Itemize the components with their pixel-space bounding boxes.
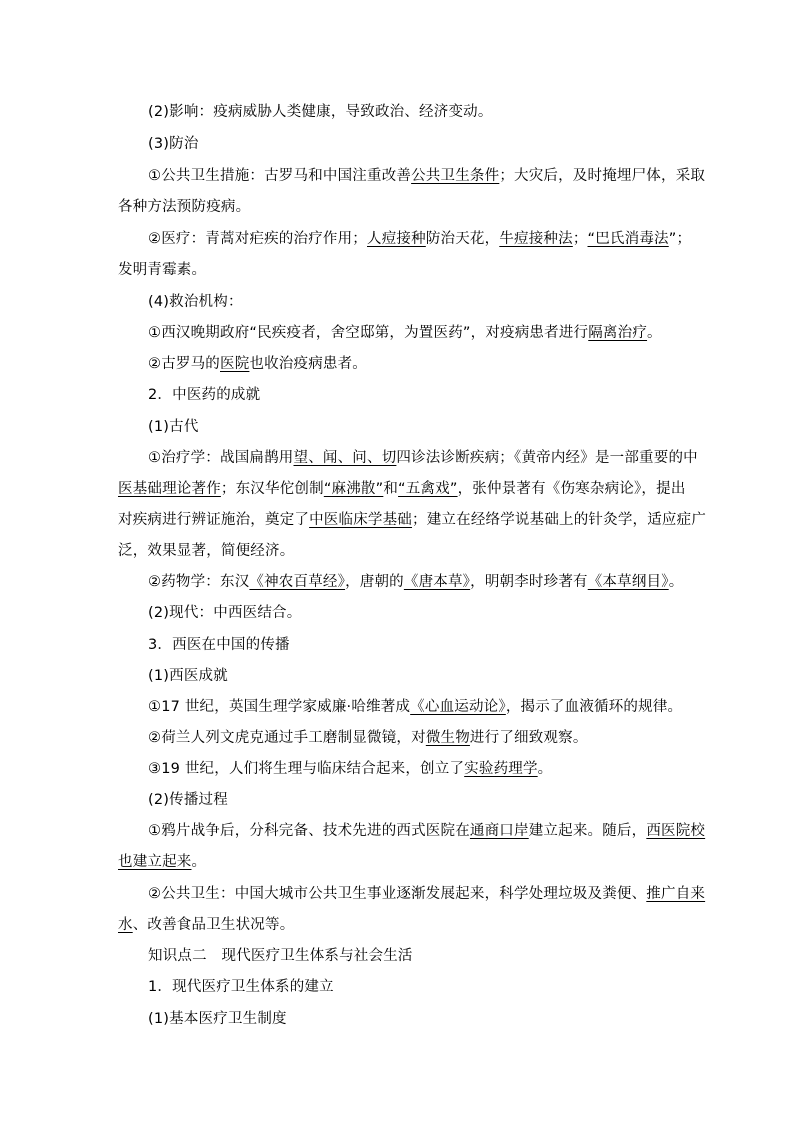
heading-modern-system bbox=[148, 977, 334, 997]
text-segment: 。 bbox=[668, 574, 684, 590]
underlined-answer: 望、闻、问、切 bbox=[293, 450, 397, 466]
text-segment: 进行了细致观察。 bbox=[469, 730, 588, 746]
underlined-answer: 西医院校 bbox=[646, 823, 706, 839]
underlined-answer: 公共卫生条件 bbox=[411, 168, 500, 184]
underlined-answer: 水 bbox=[118, 917, 133, 933]
text-segment: ②古罗马的 bbox=[148, 356, 220, 372]
underlined-answer: 《唐本草》 bbox=[403, 574, 471, 590]
subheading-institutions bbox=[148, 292, 243, 312]
underlined-answer: 《心血运动论》 bbox=[410, 699, 506, 715]
text-segment: ②医疗：青蒿对疟疾的治疗作用； bbox=[148, 231, 367, 247]
text-segment: ；建立在经络学说基础上的针灸学，适应症广 bbox=[412, 512, 707, 528]
text-line-pharmacology bbox=[148, 572, 683, 592]
text-segment: ；东汉华佗创制 bbox=[220, 481, 324, 497]
text-segment: ，张仲景著有《伤寒杂病论》，提出 bbox=[457, 481, 686, 497]
section-heading-knowledge-point-2 bbox=[148, 946, 413, 966]
subheading-spread bbox=[148, 790, 228, 810]
text-segment: (1)古代 bbox=[148, 419, 199, 435]
text-segment: (4)救治机构： bbox=[148, 294, 243, 310]
underlined-answer: 实验药理学 bbox=[464, 761, 538, 777]
underlined-answer: 推广自来 bbox=[646, 886, 706, 902]
text-segment: 防治天花， bbox=[425, 231, 500, 247]
text-segment: ①公共卫生措施：古罗马和中国注重改善 bbox=[148, 168, 412, 184]
text-line-medical bbox=[148, 229, 691, 249]
text-segment: ”； bbox=[668, 231, 692, 247]
text-segment: (3)防治 bbox=[148, 136, 199, 152]
text-segment: (2)影响：疫病威胁人类健康，导致政治、经济变动。 bbox=[148, 104, 493, 120]
heading-tcm-achievements bbox=[148, 385, 260, 405]
text-line-harvey bbox=[148, 697, 682, 717]
underlined-answer: 医院 bbox=[220, 356, 250, 372]
text-segment: ①鸦片战争后，分科完备、技术先进的西式医院在 bbox=[148, 823, 470, 839]
text-segment: 四诊法诊断疾病；《黄帝内经》是一部重要的中 bbox=[396, 450, 698, 466]
underlined-answer: 医基础理论著作 bbox=[118, 481, 221, 497]
text-line-medical-cont bbox=[118, 260, 206, 280]
text-segment: 3．西医在中国的传播 bbox=[148, 637, 290, 653]
text-line-public-sanitation-cont bbox=[118, 915, 294, 935]
underlined-answer: 通商口岸 bbox=[469, 823, 529, 839]
text-segment: ②公共卫生：中国大城市公共卫生事业逐渐发展起来，科学处理垃圾及粪便、 bbox=[148, 886, 647, 902]
text-segment: 、改善食品卫生状况等。 bbox=[132, 917, 295, 933]
text-line-leeuwenhoek bbox=[148, 728, 588, 748]
text-line-modern bbox=[148, 603, 301, 623]
text-segment: ； bbox=[572, 231, 588, 247]
underlined-answer: 也建立起来 bbox=[118, 854, 192, 870]
underlined-answer: 牛痘接种法 bbox=[499, 231, 573, 247]
underlined-answer: “五禽戏” bbox=[398, 481, 458, 497]
text-segment: (1)西医成就 bbox=[148, 668, 228, 684]
text-segment: 对疾病进行辨证施治，奠定了 bbox=[118, 512, 310, 528]
subheading-ancient bbox=[148, 417, 199, 437]
subheading-prevention bbox=[148, 134, 199, 154]
text-line-opium-war bbox=[148, 821, 705, 841]
subheading-basic-system bbox=[148, 1009, 287, 1029]
text-segment: ；大灾后，及时掩埋尸体，采取 bbox=[499, 168, 706, 184]
text-segment: (2)传播过程 bbox=[148, 792, 228, 808]
text-segment: ，明朝李时珍著有 bbox=[470, 574, 588, 590]
heading-western-medicine bbox=[148, 635, 290, 655]
text-segment: 1．现代医疗卫生体系的建立 bbox=[148, 979, 334, 995]
text-segment: ①治疗学：战国扁鹊用 bbox=[148, 450, 294, 466]
text-segment: ②药物学：东汉 bbox=[148, 574, 250, 590]
underlined-answer: 隔离治疗 bbox=[588, 325, 648, 341]
text-line-impact bbox=[148, 102, 493, 122]
underlined-answer: 《本草纲目》 bbox=[587, 574, 669, 590]
underlined-answer: “巴氏消毒法 bbox=[587, 231, 669, 247]
text-line-public-health bbox=[148, 166, 705, 186]
text-segment: 建立起来。随后， bbox=[528, 823, 647, 839]
text-line-therapeutics-cont3 bbox=[118, 541, 294, 561]
text-segment: 。 bbox=[537, 761, 553, 777]
text-segment: 。 bbox=[191, 854, 207, 870]
text-segment: 。 bbox=[647, 325, 662, 341]
text-segment: 2．中医药的成就 bbox=[148, 387, 261, 403]
text-segment: ，揭示了血液循环的规律。 bbox=[505, 699, 683, 715]
text-line-therapeutics bbox=[148, 448, 698, 468]
underlined-answer: 微生物 bbox=[425, 730, 470, 746]
text-segment: 各种方法预防疫病。 bbox=[118, 199, 251, 215]
text-segment: ①西汉晚期政府“民疾疫者，舍空邸第，为置医药”，对疫病患者进行 bbox=[148, 325, 589, 341]
text-line-western-han bbox=[148, 323, 662, 343]
text-segment: 也收治疫病患者。 bbox=[249, 356, 368, 372]
text-line-pharmacology-19c bbox=[148, 759, 552, 779]
text-line-therapeutics-cont1 bbox=[118, 479, 686, 499]
text-segment: 发明青霉素。 bbox=[118, 262, 207, 278]
text-segment: 和 bbox=[383, 481, 399, 497]
subheading-western-achievements bbox=[148, 666, 228, 686]
text-segment: ③19 世纪，人们将生理与临床结合起来，创立了 bbox=[148, 761, 465, 777]
underlined-answer: 中医临床学基础 bbox=[309, 512, 413, 528]
text-line-rome-hospital bbox=[148, 354, 367, 374]
underlined-answer: 《神农百草经》 bbox=[249, 574, 346, 590]
text-segment: 知识点二 现代医疗卫生体系与社会生活 bbox=[148, 948, 413, 964]
text-segment: 泛，效果显著，简便经济。 bbox=[118, 543, 295, 559]
text-line-public-sanitation bbox=[148, 884, 705, 904]
text-segment: (2)现代：中西医结合。 bbox=[148, 605, 302, 621]
text-line-therapeutics-cont2 bbox=[118, 510, 706, 530]
text-line-opium-war-cont bbox=[118, 852, 206, 872]
text-segment: ，唐朝的 bbox=[345, 574, 404, 590]
underlined-answer: “麻沸散” bbox=[323, 481, 384, 497]
text-segment: (1)基本医疗卫生制度 bbox=[148, 1011, 287, 1027]
text-segment: ①17 世纪，英国生理学家威廉·哈维著成 bbox=[148, 699, 411, 715]
text-line-public-health-cont bbox=[118, 197, 250, 217]
text-segment: ②荷兰人列文虎克通过手工磨制显微镜，对 bbox=[148, 730, 426, 746]
underlined-answer: 人痘接种 bbox=[367, 231, 426, 247]
